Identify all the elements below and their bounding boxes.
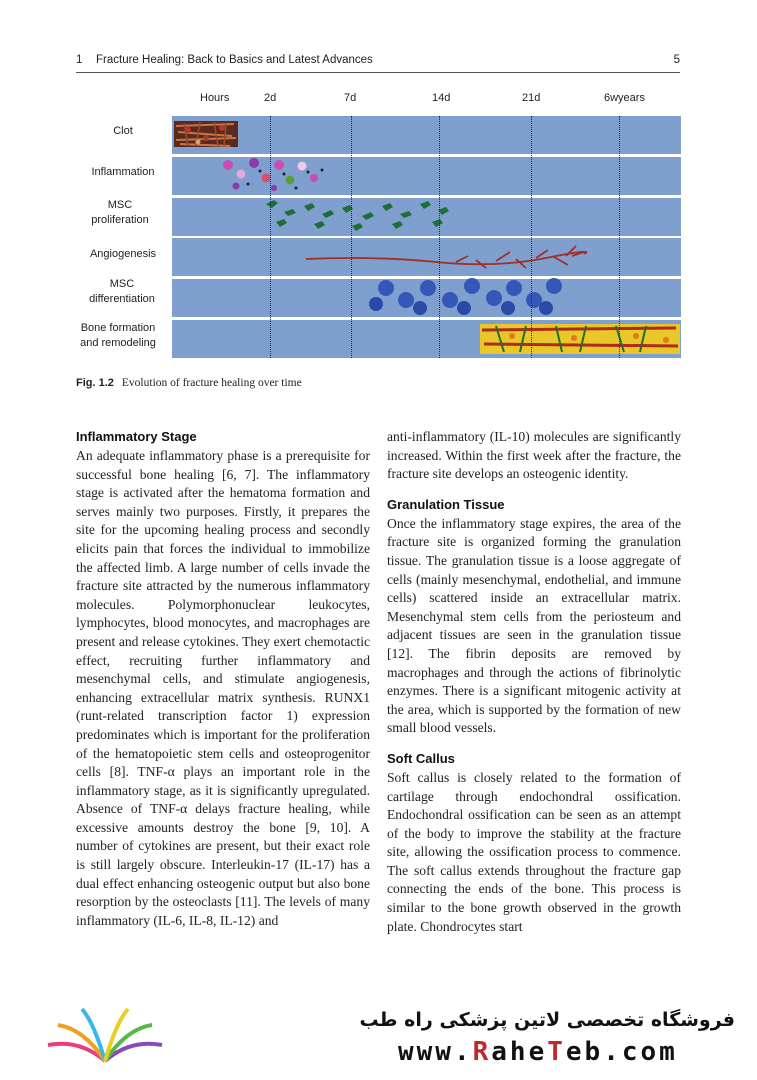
msc-differentiation-illustration <box>369 278 562 315</box>
row-label-msc-differentiation: MSC differentiation <box>89 278 155 305</box>
fracture-healing-figure <box>76 88 682 360</box>
time-tick-21d: 21d <box>522 92 541 104</box>
divider-7d <box>351 116 352 358</box>
text-column-left <box>76 428 370 994</box>
divider-2d <box>270 116 271 358</box>
heading-inflammatory-stage: Inflammatory Stage <box>76 429 197 444</box>
divider-14d <box>439 116 440 358</box>
paragraph-soft-callus: Soft callus is closely related to the formation of cartilage through endochondral ossification. Endochondral ossification can be seen as an attempt of the body to improve the stability at the fracture site, allowing the ossification process to commence. The soft callus extends throughout the fracture gap connecting the ends of the bone. This process is similar to the bone growth observed in the growth plate. Chondrocytes start <box>387 769 681 934</box>
page-number: 5 <box>673 54 680 66</box>
chapter-number: 1 <box>76 54 83 66</box>
time-tick-7d: 7d <box>344 92 357 104</box>
text-column-right <box>387 428 681 994</box>
bottom-fade <box>0 935 757 1000</box>
row-label-bone-formation: Bone formation and remodeling <box>80 322 156 349</box>
website-letter-r: R <box>472 1037 492 1067</box>
store-website <box>398 1037 678 1067</box>
row-label-clot: Clot <box>113 125 133 137</box>
time-tick-6wyears: 6wyears <box>604 92 645 104</box>
header-rule <box>76 72 680 73</box>
figure-caption-text: Evolution of fracture healing over time <box>121 377 302 389</box>
angiogenesis-illustration <box>306 246 586 268</box>
paragraph-granulation: Once the inflammatory stage expires, the area of the fracture site is organized forming the granulation tissue. The granulation tissue is a loose aggregate of cells (mainly mesenchymal, endothelial, and immune cells) scattered inside an extracellular matrix. Mesenchymal stem cells from the periosteum and adjacent tissues are seen in the granulation tissue [12]. The fibrin deposits are removed by macrophages and through the actions of fibrinolytic enzymes. There is a significant mitogenic activity at the area, which is supported by the formation of new small blood vessels. <box>387 515 681 736</box>
store-name-farsi: فروشگاه تخصصی لاتین پزشکی راه طب <box>359 1009 735 1031</box>
divider-6wyears <box>619 116 620 358</box>
website-prefix: www. <box>398 1037 473 1067</box>
book-logo-icon <box>40 999 170 1071</box>
clot-illustration <box>174 121 238 147</box>
figure-illustrations <box>76 88 682 360</box>
website-suffix: eb.com <box>565 1037 678 1067</box>
running-title: Fracture Healing: Back to Basics and Latest Advances <box>96 54 373 66</box>
store-watermark <box>0 995 757 1080</box>
running-header <box>76 52 680 72</box>
divider-21d <box>531 116 532 358</box>
row-label-msc-proliferation: MSC proliferation <box>91 199 149 226</box>
row-label-angiogenesis: Angiogenesis <box>89 248 157 260</box>
heading-granulation-tissue: Granulation Tissue <box>387 496 505 512</box>
figure-number: Fig. 1.2 <box>76 377 114 389</box>
heading-soft-callus: Soft Callus <box>387 750 455 766</box>
website-middle: ahe <box>491 1037 548 1067</box>
bone-formation-illustration <box>480 324 680 354</box>
row-label-inflammation: Inflammation <box>91 166 155 178</box>
website-letter-t: T <box>547 1037 566 1067</box>
time-tick-hours: Hours <box>200 92 230 104</box>
msc-proliferation-illustration <box>266 200 449 231</box>
paragraph-inflammatory-part1: An adequate inflammatory phase is a prerequisite for successful bone healing [6, 7]. The inflammatory stage is activated after the hematoma formation and serves mainly two purposes. Firstly, it prepares the site for the upcoming healing process and secondly elicits pain that forces the individual to immobilize the affected limb. A large number of cells invade the fracture site attracted by the numerous inflammatory molecules. Polymorphonuclear leukocytes, lymphocytes, blood monocytes, and macrophages are present and release cytokines. They exert chemotactic effect, recruiting further inflammatory and mesenchymal cells, and stimulate angiogenesis, enhancing extracellular matrix synthesis. RUNX1 (runt-related transcription factor 1) expression predominates which is important for the proliferation of the hematopoietic stem cells and osteoprogenitor cells [8]. TNF-α plays an important role in the inflammatory stage, as it is significantly upregulated. Absence of TNF-α delays fracture healing, while excessive amounts destroy the bone [9, 10]. A number of cytokines are present, but their exact role is still largely obscure. Interleukin-17 (IL-17) has a dual effect enhancing osteogenic output but also bone resorption by the osteoclasts [11]. The levels of many inflammatory (IL-6, IL-8, IL-12) and <box>76 448 370 928</box>
paragraph-inflammatory-part2: anti-inflammatory (IL-10) molecules are significantly increased. Within the first week after the fracture, the fracture site develops an osteogenic identity. <box>387 429 681 482</box>
inflammation-cells-illustration <box>223 158 324 191</box>
time-tick-2d: 2d <box>264 92 277 104</box>
time-tick-14d: 14d <box>432 92 451 104</box>
figure-caption <box>76 377 302 389</box>
